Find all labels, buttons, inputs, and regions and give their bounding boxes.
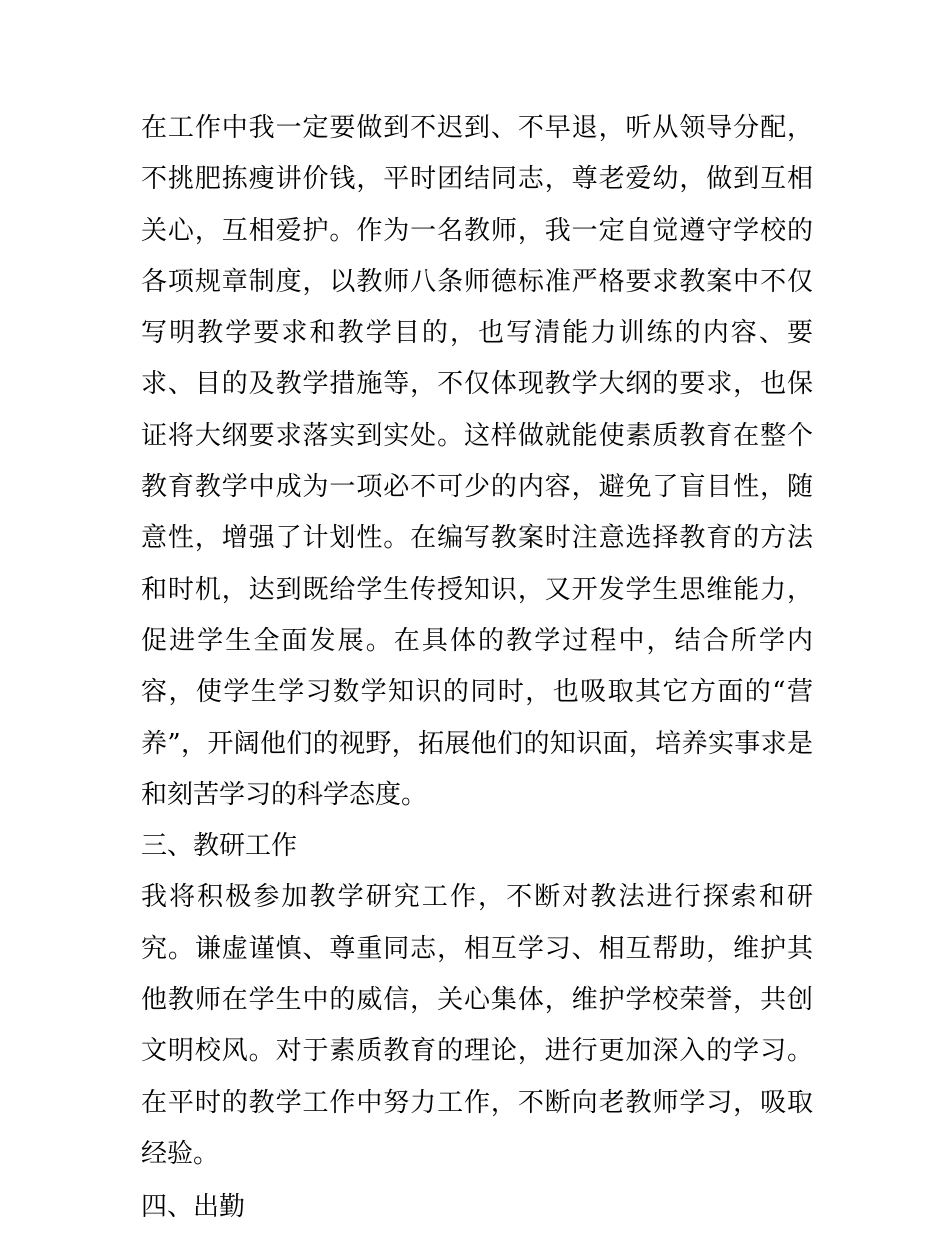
section-heading-4: 四、出勤 bbox=[141, 1192, 246, 1223]
body-paragraph-2: 我将积极参加教学研究工作，不断对教法进行探索和研究。谦虚谨慎、尊重同志，相互学习、相互帮助，维护其他教师在学生中的威信，关心集体，维护学校荣誉，共创文明校风。对于素质教育的理论，进行更加深入的学习。在平时的教学工作中努力工作，不断向老教师学习，吸取经验。 bbox=[141, 882, 813, 1169]
document-body bbox=[141, 103, 813, 1234]
body-paragraph-1: 在工作中我一定要做到不迟到、不早退，听从领导分配，不挑肥拣瘦讲价钱，平时团结同志，尊老爱幼，做到互相关心，互相爱护。作为一名教师，我一定自觉遵守学校的各项规章制度，以教师八条师德标准严格要求教案中不仅写明教学要求和教学目的，也写清能力训练的内容、要求、目的及教学措施等，不仅体现教学大纲的要求，也保证将大纲要求落实到实处。这样做就能使素质教育在整个教育教学中成为一项必不可少的内容，避免了盲目性，随意性，增强了计划性。在编写教案时注意选择教育的方法和时机，达到既给学生传授知识，又开发学生思维能力，促进学生全面发展。在具体的教学过程中，结合所学内容，使学生学习数学知识的同时，也吸取其它方面的“营养”，开阔他们的视野，拓展他们的知识面，培养实事求是和刻苦学习的科学态度。 bbox=[141, 113, 813, 810]
section-heading-3: 三、教研工作 bbox=[141, 831, 298, 862]
